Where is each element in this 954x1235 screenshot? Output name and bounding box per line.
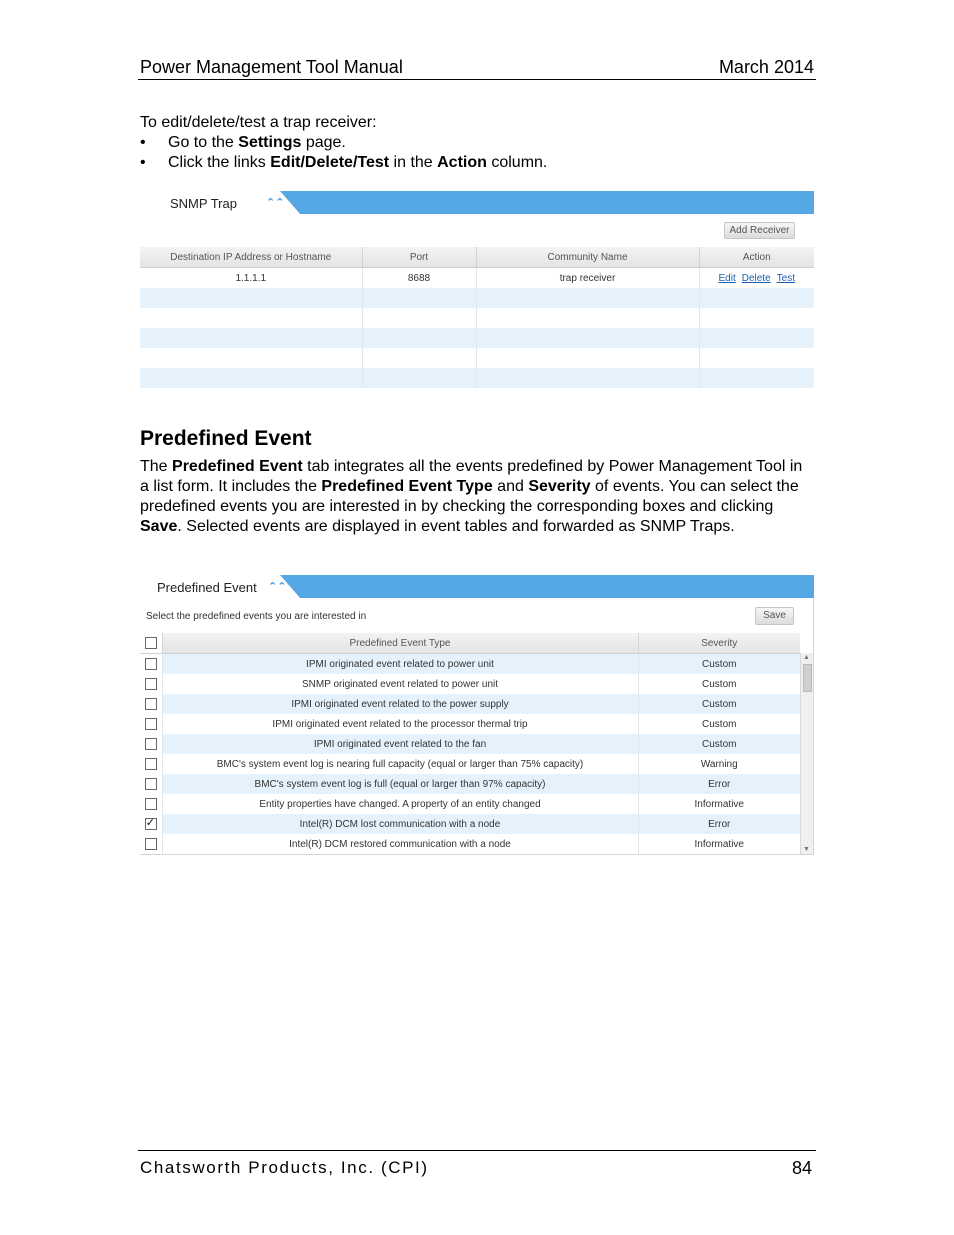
table-row[interactable] <box>140 794 800 814</box>
instruction-text: Select the predefined events you are interested in <box>146 611 367 622</box>
paragraph-text: . Selected events are displayed in event tables and forwarded as SNMP Traps. <box>177 518 735 535</box>
double-chevron-up-icon[interactable]: ⌃⌃ <box>266 197 285 209</box>
table-row[interactable] <box>140 834 800 854</box>
bullet-text: Go to the <box>168 134 239 151</box>
checkbox-cell <box>140 774 162 794</box>
section-paragraph <box>140 457 810 537</box>
table-row-empty <box>140 288 814 308</box>
intro-bullets <box>140 133 820 173</box>
test-link[interactable]: Test <box>776 272 795 284</box>
event-type-cell: SNMP originated event related to power unit <box>162 674 638 694</box>
scroll-up-arrow-icon[interactable]: ▲ <box>803 654 810 661</box>
severity-cell: Custom <box>702 718 737 730</box>
scrollbar-thumb[interactable] <box>803 664 812 692</box>
checkbox-cell <box>140 794 162 814</box>
checkbox-icon[interactable] <box>145 818 157 830</box>
checkbox-cell <box>140 694 162 714</box>
event-type-cell: Entity properties have changed. A property of an entity changed <box>162 794 638 814</box>
table-row[interactable] <box>140 734 800 754</box>
dest-cell: 1.1.1.1 <box>140 268 362 289</box>
intro-lead: To edit/delete/test a trap receiver: <box>140 114 377 131</box>
checkbox-icon[interactable] <box>145 798 157 810</box>
checkbox-cell <box>140 674 162 694</box>
header-date: March 2014 <box>718 57 814 77</box>
checkbox-cell <box>140 834 162 854</box>
checkbox-icon[interactable] <box>145 658 157 670</box>
intro-block <box>140 113 820 173</box>
event-type-cell: IPMI originated event related to the processor thermal trip <box>162 714 638 734</box>
table-row-empty <box>140 368 814 388</box>
column-header[interactable]: Action <box>699 247 814 268</box>
footer-company: Chatsworth Products, Inc. (CPI) <box>140 1158 429 1177</box>
predefined-event-rows <box>140 654 800 855</box>
event-type-cell: IPMI originated event related to the fan <box>162 734 638 754</box>
community-cell: trap receiver <box>476 268 699 289</box>
checkbox-icon[interactable] <box>145 698 157 710</box>
severity-cell: Custom <box>638 694 800 714</box>
predefined-event-panel <box>140 575 814 855</box>
checkbox-icon[interactable] <box>145 778 157 790</box>
column-header[interactable]: Predefined Event Type <box>162 633 638 654</box>
header-rule <box>138 79 816 80</box>
snmp-tab-label[interactable]: SNMP Trap <box>170 196 237 211</box>
table-row[interactable] <box>140 694 800 714</box>
header-title: Power Management Tool Manual <box>140 57 403 77</box>
checkbox-cell <box>140 714 162 734</box>
column-header[interactable]: Severity <box>638 633 800 654</box>
table-row[interactable] <box>140 654 800 675</box>
table-row-empty <box>140 328 814 348</box>
checkbox-icon[interactable] <box>145 738 157 750</box>
section-heading: Predefined Event <box>140 427 312 450</box>
table-row[interactable] <box>140 774 800 794</box>
checkbox-icon[interactable] <box>145 838 157 850</box>
severity-cell: Informative <box>694 798 744 810</box>
table-row[interactable] <box>140 714 800 734</box>
checkbox-icon[interactable] <box>145 678 157 690</box>
vertical-scrollbar[interactable] <box>800 653 813 854</box>
intro-bullet <box>140 133 820 153</box>
event-type-cell: BMC's system event log is nearing full capacity (equal or larger than 75% capacity) <box>162 754 638 774</box>
paragraph-text: tab integrates all the events predefined by Power Management Tool in a list form. It includes the <box>140 458 803 495</box>
column-header[interactable]: Community Name <box>476 247 699 268</box>
bullet-text: Click the links <box>168 154 271 171</box>
paragraph-bold: Predefined Event Type <box>321 478 493 495</box>
severity-cell: Custom <box>702 678 737 690</box>
checkbox-icon[interactable] <box>145 718 157 730</box>
table-header-row <box>140 633 800 654</box>
event-type-cell: BMC's system event log is full (equal or larger than 97% capacity) <box>162 774 638 794</box>
bullet-marker: • <box>140 154 146 171</box>
table-row-empty <box>140 308 814 328</box>
event-type-cell: Intel(R) DCM restored communication with a node <box>162 834 638 854</box>
select-all-cell <box>140 633 162 654</box>
severity-cell: Informative <box>694 838 744 850</box>
table-row[interactable] <box>140 268 814 289</box>
port-cell: 8688 <box>362 268 476 289</box>
snmp-tab-bar <box>140 191 814 214</box>
bullet-bold: Edit/Delete/Test <box>270 154 390 171</box>
add-receiver-button[interactable]: Add Receiver <box>724 222 795 239</box>
checkbox-icon[interactable] <box>145 758 157 770</box>
bullet-marker: • <box>140 134 146 151</box>
severity-cell: Custom <box>638 734 800 754</box>
bullet-bold: Settings <box>238 134 302 151</box>
column-header[interactable]: Port <box>362 247 476 268</box>
pe-tab-label[interactable]: Predefined Event <box>157 580 257 595</box>
event-type-cell: IPMI originated event related to power unit <box>162 654 638 675</box>
checkbox-cell <box>140 734 162 754</box>
bullet-text: page. <box>301 134 346 151</box>
paragraph-text: and <box>492 478 529 495</box>
checkbox-cell <box>140 654 162 675</box>
event-type-cell: IPMI originated event related to the power supply <box>162 694 638 714</box>
checkbox-cell <box>140 754 162 774</box>
severity-cell: Warning <box>700 758 738 770</box>
bullet-bold: Action <box>437 154 487 171</box>
paragraph-bold: Save <box>140 518 178 535</box>
paragraph-text: The <box>140 458 173 475</box>
event-type-cell: Intel(R) DCM lost communication with a node <box>162 814 638 834</box>
table-row[interactable] <box>140 674 800 694</box>
table-row[interactable] <box>140 814 800 834</box>
paragraph-text: of events. You can select the predefined events you are interested in by checking the corresponding boxes and clicking <box>140 478 799 515</box>
snmp-trap-panel <box>140 191 814 369</box>
intro-bullet <box>140 153 820 173</box>
severity-cell: Error <box>638 814 800 834</box>
bullet-text: column. <box>486 154 548 171</box>
severity-cell: Custom <box>638 654 800 675</box>
page-number: 84 <box>791 1158 812 1178</box>
bullet-text: in the <box>389 154 438 171</box>
pe-tab-bar <box>140 575 814 598</box>
table-header-row <box>140 247 814 268</box>
column-header[interactable]: Destination IP Address or Hostname <box>140 247 362 268</box>
action-cell <box>699 268 814 289</box>
severity-cell: Error <box>638 774 800 794</box>
paragraph-bold: Predefined Event <box>172 458 303 475</box>
paragraph-bold: Severity <box>528 478 591 495</box>
delete-link[interactable]: Delete <box>741 272 771 284</box>
select-all-checkbox[interactable] <box>145 637 157 649</box>
snmp-receiver-table <box>140 247 814 388</box>
footer-rule <box>138 1150 816 1151</box>
edit-link[interactable]: Edit <box>718 272 736 284</box>
scroll-down-arrow-icon[interactable]: ▼ <box>803 846 810 853</box>
double-chevron-up-icon[interactable]: ⌃⌃ <box>268 581 287 593</box>
save-button[interactable]: Save <box>755 607 794 625</box>
checkbox-cell <box>140 814 162 834</box>
table-row-empty <box>140 348 814 368</box>
table-row[interactable] <box>140 754 800 774</box>
predefined-event-table <box>140 633 800 854</box>
